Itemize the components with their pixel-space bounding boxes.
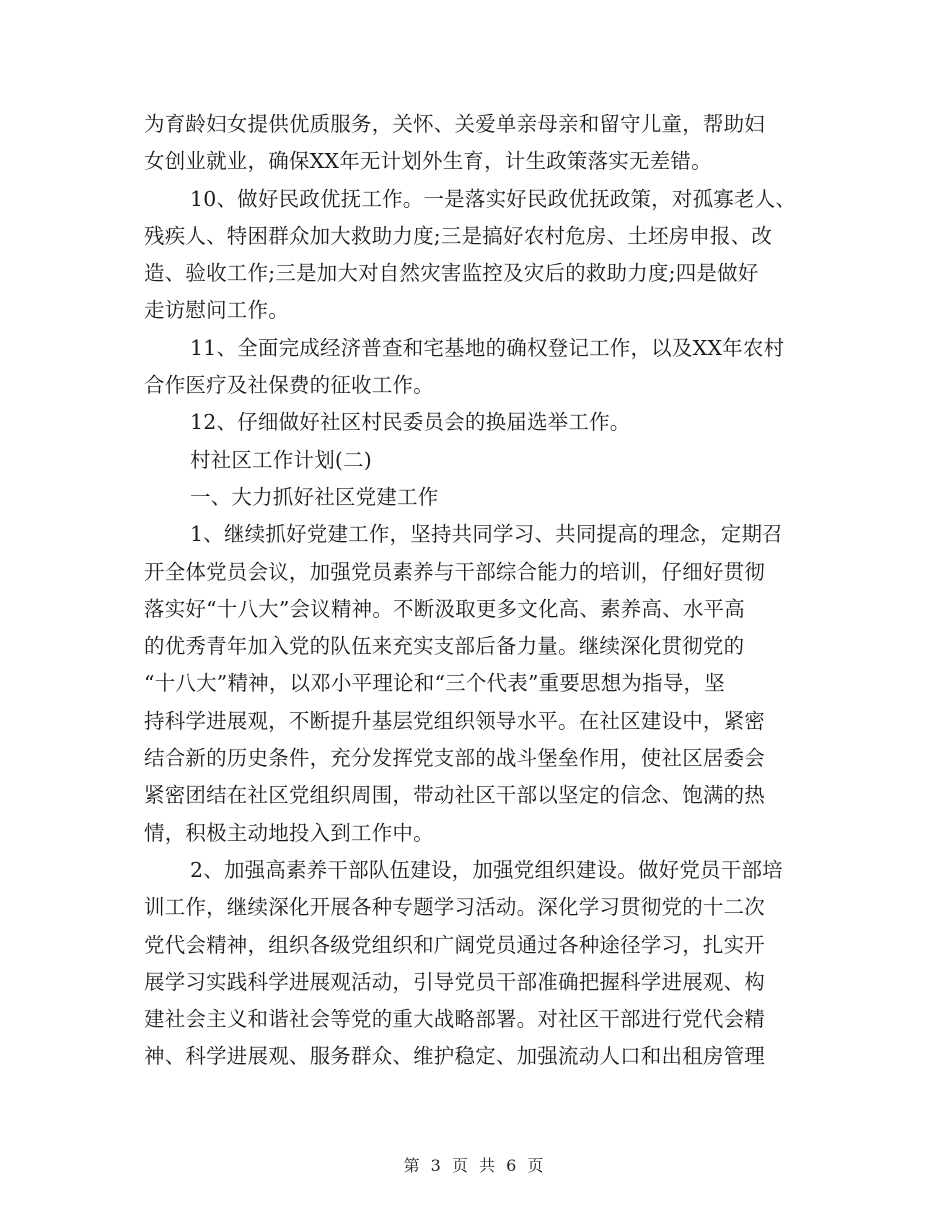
text-line: 展学习实践科学进展观活动，引导党员干部准确把握科学进展观、构 — [144, 969, 765, 994]
text-line: 10、做好民政优抚工作。一是落实好民政优抚政策，对孤寡老人、 — [190, 186, 797, 211]
text-line: 女创业就业，确保XX年无计划外生育，计生政策落实无差错。 — [144, 149, 712, 174]
text-line: 党代会精神，组织各级党组织和广阔党员通过各种途径学习，扎实开 — [144, 932, 765, 957]
text-line: 走访慰问工作。 — [144, 298, 289, 323]
text-line: 训工作，继续深化开展各种专题学习活动。深化学习贯彻党的十二次 — [144, 895, 765, 920]
text-line: 为育龄妇女提供优质服务，关怀、关爱单亲母亲和留守儿童，帮助妇 — [144, 112, 765, 136]
text-line: 紧密团结在社区党组织周围，带动社区干部以坚定的信念、饱满的热 — [144, 783, 765, 808]
text-line: 11、全面完成经济普查和宅基地的确权登记工作，以及XX年农村 — [190, 335, 785, 360]
text-line: 神、科学进展观、服务群众、维护稳定、加强流动人口和出租房管理 — [144, 1044, 765, 1069]
page-number-footer: 第 3 页 共 6 页 — [403, 1156, 547, 1175]
text-line: 开全体党员会议，加强党员素养与干部综合能力的培训，仔细好贯彻 — [144, 559, 765, 584]
text-line: “十八大”精神，以邓小平理论和“三个代表”重要思想为指导，坚 — [144, 671, 725, 696]
text-line: 的优秀青年加入党的队伍来充实支部后备力量。继续深化贯彻党的 — [144, 634, 745, 659]
section-heading: 一、大力抓好社区党建工作 — [190, 484, 439, 509]
text-line: 1、继续抓好党建工作，坚持共同学习、共同提高的理念，定期召 — [190, 522, 783, 547]
document-body — [144, 106, 808, 1076]
text-line: 情，积极主动地投入到工作中。 — [144, 820, 434, 845]
text-line: 12、仔细做好社区村民委员会的换届选举工作。 — [190, 410, 631, 435]
text-line: 残疾人、特困群众加大救助力度;三是搞好农村危房、土坯房申报、改 — [144, 223, 773, 248]
text-line: 合作医疗及社保费的征收工作。 — [144, 373, 434, 398]
section-heading: 村社区工作计划(二) — [190, 447, 372, 472]
text-line: 结合新的历史条件，充分发挥党支部的战斗堡垒作用，使社区居委会 — [144, 746, 765, 771]
text-line: 造、验收工作;三是加大对自然灾害监控及灾后的救助力度;四是做好 — [144, 261, 759, 286]
text-line: 落实好“十八大”会议精神。不断汲取更多文化高、素养高、水平高 — [144, 596, 745, 621]
text-line: 持科学进展观，不断提升基层党组织领导水平。在社区建设中，紧密 — [144, 708, 765, 733]
text-line: 建社会主义和谐社会等党的重大战略部署。对社区干部进行党代会精 — [144, 1007, 765, 1032]
text-line: 2、加强高素养干部队伍建设，加强党组织建设。做好党员干部培 — [190, 857, 783, 882]
